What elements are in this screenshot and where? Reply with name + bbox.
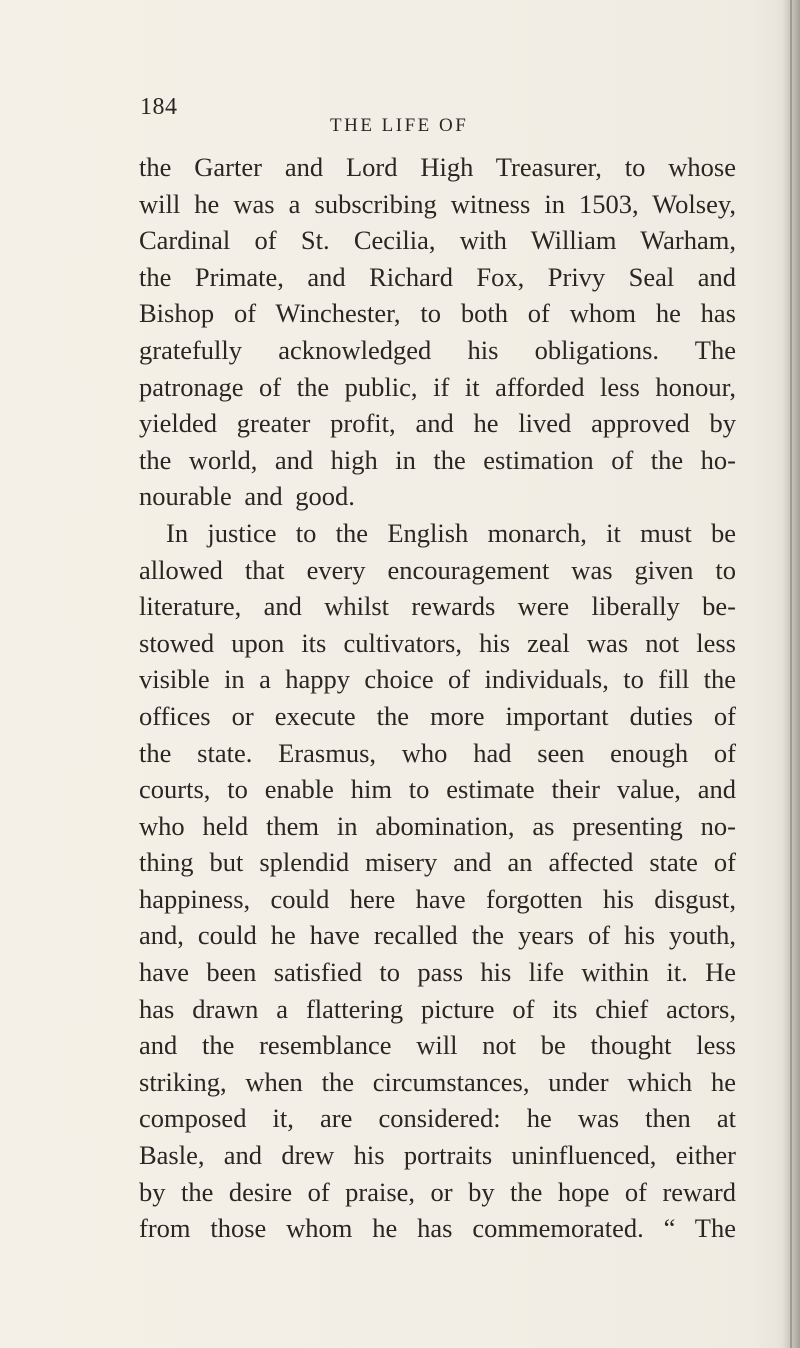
text-line: patronage of the public, if it afforded less honour, xyxy=(139,371,736,402)
text-line: Basle, and drew his portraits uninfluenced, either xyxy=(139,1140,736,1171)
text-line: the Primate, and Richard Fox, Privy Seal and xyxy=(139,261,736,292)
text-line: by the desire of praise, or by the hope of reward xyxy=(139,1176,736,1207)
text-line: the world, and high in the estimation of the ho- xyxy=(139,444,736,475)
text-line: the Garter and Lord High Treasurer, to whose xyxy=(139,152,736,182)
text-line: stowed upon its cultivators, his zeal was not less xyxy=(139,627,736,658)
text-line: and the resemblance will not be thought less xyxy=(139,1030,736,1061)
text-line: allowed that every encouragement was given to xyxy=(139,554,736,585)
text-line: visible in a happy choice of individuals, to fill the xyxy=(139,664,736,695)
body-text xyxy=(139,149,736,1247)
text-line: will he was a subscribing witness in 1503, Wolsey, xyxy=(139,188,736,219)
text-line: yielded greater profit, and he lived approved by xyxy=(139,408,736,439)
text-line: gratefully acknowledged his obligations. The xyxy=(139,334,736,365)
text-line: composed it, are considered: he was then at xyxy=(139,1103,736,1134)
text-line: striking, when the circumstances, under which he xyxy=(139,1066,736,1097)
running-title: THE LIFE OF xyxy=(330,115,469,136)
text-line: who held them in abomination, as presenting no- xyxy=(139,810,736,841)
page-edge-line xyxy=(790,0,792,1348)
text-line-paragraph-start: In justice to the English monarch, it must be xyxy=(166,517,736,548)
text-line: the state. Erasmus, who had seen enough of xyxy=(139,737,736,768)
text-line: and, could he have recalled the years of his youth, xyxy=(139,920,736,951)
text-line: happiness, could here have forgotten his disgust, xyxy=(139,883,736,914)
text-line: has drawn a flattering picture of its chief actors, xyxy=(139,993,736,1024)
text-line: thing but splendid misery and an affected state of xyxy=(139,847,736,878)
text-line: Cardinal of St. Cecilia, with William Warham, xyxy=(139,225,736,256)
text-line-paragraph-end: nourable and good. xyxy=(139,481,355,512)
text-line: literature, and whilst rewards were liberally be- xyxy=(139,591,736,622)
text-line: courts, to enable him to estimate their value, and xyxy=(139,774,736,805)
text-line: from those whom he has commemorated. “ The xyxy=(139,1213,736,1244)
page-number: 184 xyxy=(140,94,178,120)
text-line: have been satisfied to pass his life within it. He xyxy=(139,957,736,988)
text-line: offices or execute the more important duties of xyxy=(139,700,736,731)
text-line: Bishop of Winchester, to both of whom he has xyxy=(139,298,736,329)
